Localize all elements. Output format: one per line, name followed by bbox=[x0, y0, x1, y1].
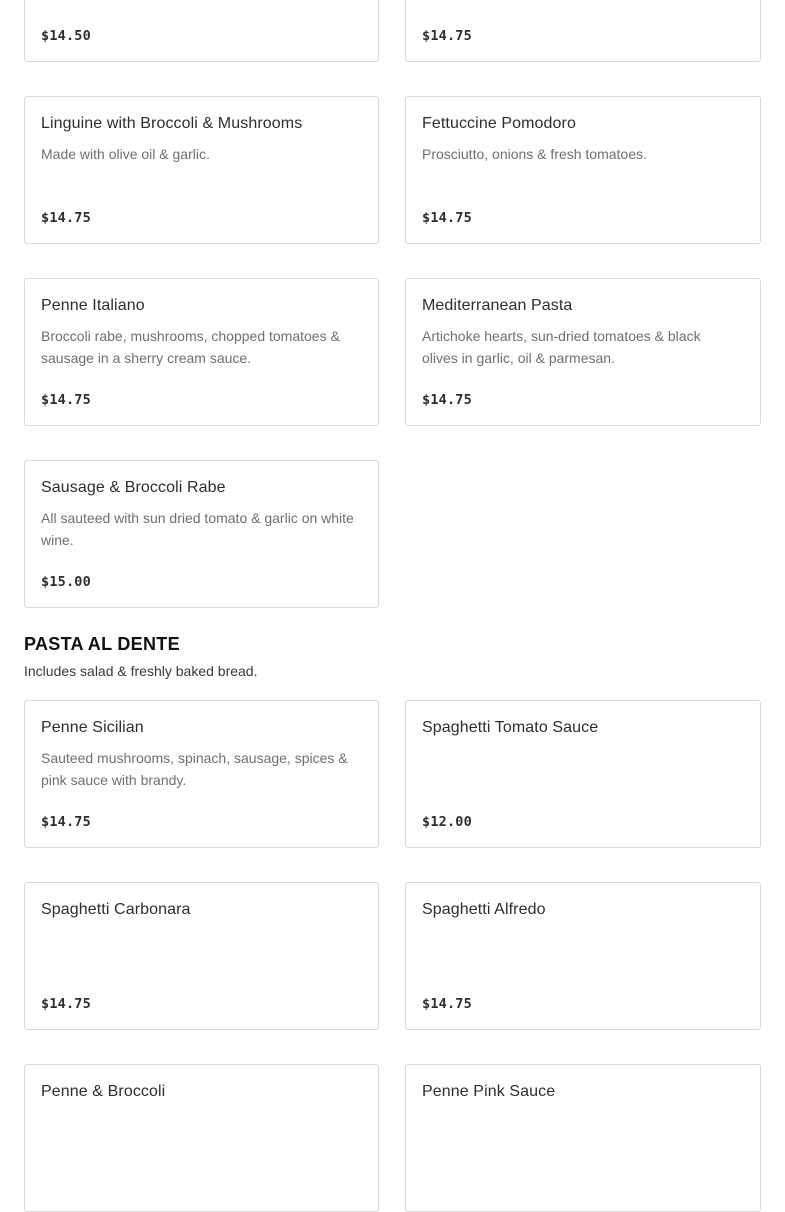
menu-item-price: $14.75 bbox=[41, 996, 91, 1012]
menu-item-name: Spaghetti Alfredo bbox=[422, 901, 546, 918]
menu-item-name: Mediterranean Pasta bbox=[422, 297, 573, 314]
menu-item-name: Spaghetti Tomato Sauce bbox=[422, 719, 599, 736]
menu-item-price: $14.75 bbox=[41, 392, 91, 408]
menu-item-name: Fettuccine Pomodoro bbox=[422, 115, 576, 132]
menu-item-price: $14.75 bbox=[422, 28, 472, 44]
menu-item-name: Penne & Broccoli bbox=[41, 1083, 166, 1100]
menu-item-card[interactable] bbox=[24, 1064, 379, 1212]
menu-item-price: $12.00 bbox=[422, 814, 472, 830]
menu-item-price: $15.00 bbox=[41, 574, 91, 590]
menu-item-description: Artichoke hearts, sun-dried tomatoes & black olives in garlic, oil & parmesan. bbox=[422, 328, 701, 366]
menu-item-description: Prosciutto, onions & fresh tomatoes. bbox=[422, 146, 647, 162]
menu-item-price: $14.75 bbox=[422, 392, 472, 408]
menu-item-card[interactable] bbox=[24, 278, 379, 426]
menu-item-name: Sausage & Broccoli Rabe bbox=[41, 479, 226, 496]
menu-item-card[interactable] bbox=[405, 1064, 761, 1212]
menu-item-price: $14.75 bbox=[422, 996, 472, 1012]
menu-item-name: Spaghetti Carbonara bbox=[41, 901, 191, 918]
menu-item-card[interactable] bbox=[24, 96, 379, 244]
menu-item-card[interactable] bbox=[405, 700, 761, 848]
menu-item-card[interactable] bbox=[24, 700, 379, 848]
section-title: PASTA AL DENTE bbox=[24, 634, 180, 654]
menu-item-card[interactable] bbox=[24, 0, 379, 62]
menu-item-card[interactable] bbox=[405, 0, 761, 62]
menu-item-price: $14.75 bbox=[41, 814, 91, 830]
menu-item-description: Made with olive oil & garlic. bbox=[41, 146, 210, 162]
menu-item-card[interactable] bbox=[405, 882, 761, 1030]
section-subtitle: Includes salad & freshly baked bread. bbox=[24, 663, 258, 679]
menu-item-card[interactable] bbox=[405, 278, 761, 426]
menu-item-price: $14.75 bbox=[422, 210, 472, 226]
menu-item-name: Penne Sicilian bbox=[41, 719, 144, 736]
menu-item-description: All sauteed with sun dried tomato & garlic on white wine. bbox=[41, 510, 354, 548]
menu-item-description: Broccoli rabe, mushrooms, chopped tomatoes & sausage in a sherry cream sauce. bbox=[41, 328, 340, 366]
menu-item-description: Sauteed mushrooms, spinach, sausage, spices & pink sauce with brandy. bbox=[41, 750, 348, 788]
menu-item-card[interactable] bbox=[24, 882, 379, 1030]
menu-item-name: Linguine with Broccoli & Mushrooms bbox=[41, 115, 303, 132]
menu-item-card[interactable] bbox=[405, 96, 761, 244]
menu-item-price: $14.75 bbox=[41, 210, 91, 226]
menu-item-price: $14.50 bbox=[41, 28, 91, 44]
menu-item-name: Penne Italiano bbox=[41, 297, 145, 314]
menu-item-card[interactable] bbox=[24, 460, 379, 608]
menu-item-name: Penne Pink Sauce bbox=[422, 1083, 556, 1100]
